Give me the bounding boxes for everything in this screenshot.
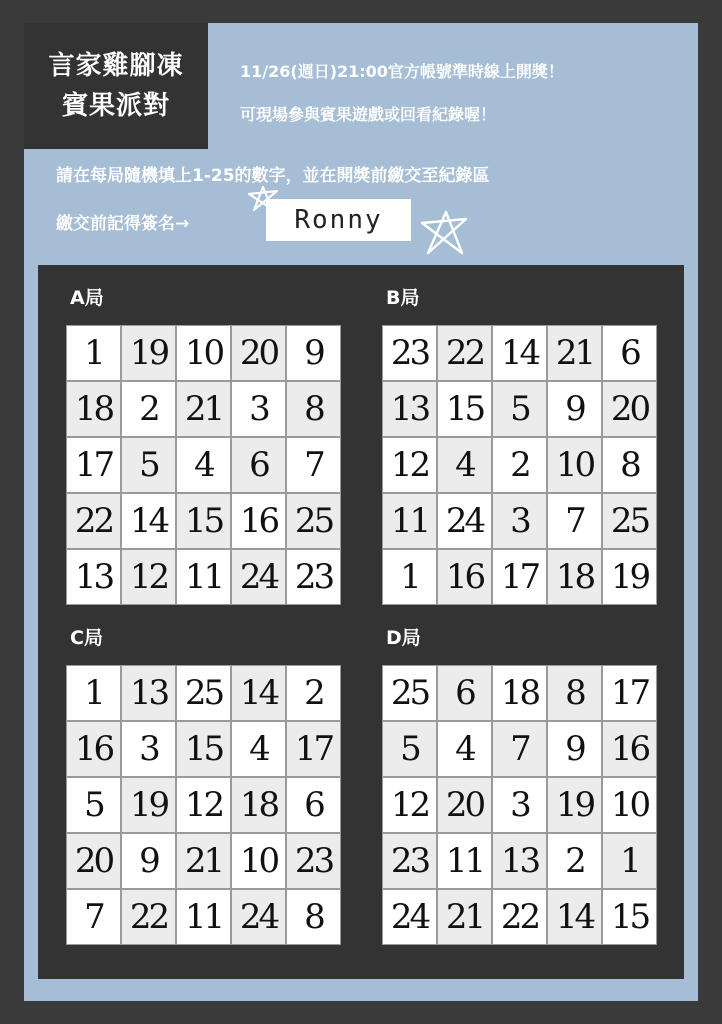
bingo-cell: 14	[231, 665, 286, 721]
bingo-cell: 24	[382, 889, 437, 945]
bingo-cell: 8	[286, 889, 341, 945]
bingo-cell: 8	[547, 665, 602, 721]
bingo-cell: 13	[492, 833, 547, 889]
bingo-cell: 6	[231, 437, 286, 493]
bingo-cell: 16	[66, 721, 121, 777]
bingo-cell: 17	[66, 437, 121, 493]
bingo-cell: 8	[602, 437, 657, 493]
bingo-cell: 3	[121, 721, 176, 777]
bingo-cell: 25	[286, 493, 341, 549]
bingo-cell: 18	[492, 665, 547, 721]
bingo-cell: 25	[176, 665, 231, 721]
bingo-cell: 7	[286, 437, 341, 493]
bingo-cell: 1	[66, 665, 121, 721]
bingo-cell: 22	[437, 325, 492, 381]
round-d-label: D局	[386, 627, 421, 649]
announcement-line-1: 11/26(週日)21:00官方帳號準時線上開獎！	[240, 62, 564, 81]
bingo-cell: 11	[437, 833, 492, 889]
title-line-1: 言家雞腳凍	[48, 51, 184, 81]
bingo-cell: 4	[437, 437, 492, 493]
bingo-cell: 4	[176, 437, 231, 493]
hand-drawn-star-icon	[418, 209, 470, 259]
bingo-cell: 6	[437, 665, 492, 721]
bingo-cell: 7	[492, 721, 547, 777]
bingo-cell: 4	[231, 721, 286, 777]
bingo-cell: 12	[382, 777, 437, 833]
bingo-cell: 14	[492, 325, 547, 381]
bingo-cell: 21	[437, 889, 492, 945]
bingo-cell: 1	[382, 549, 437, 605]
bingo-cell: 23	[286, 833, 341, 889]
bingo-cell: 12	[121, 549, 176, 605]
bingo-cell: 5	[66, 777, 121, 833]
bingo-cell: 11	[176, 549, 231, 605]
bingo-cell: 10	[547, 437, 602, 493]
bingo-cell: 17	[492, 549, 547, 605]
bingo-grid-a	[66, 325, 341, 605]
bingo-cell: 21	[176, 381, 231, 437]
bingo-cell: 23	[382, 325, 437, 381]
bingo-cell: 12	[382, 437, 437, 493]
bingo-cell: 10	[602, 777, 657, 833]
announcement-line-2: 可現場參與賓果遊戲或回看紀錄喔！	[240, 105, 497, 124]
bingo-cell: 21	[176, 833, 231, 889]
bingo-cell: 16	[437, 549, 492, 605]
bingo-cell: 15	[437, 381, 492, 437]
bingo-cell: 14	[121, 493, 176, 549]
sign-prompt: 繳交前記得簽名→	[56, 214, 190, 234]
bingo-cell: 20	[231, 325, 286, 381]
bingo-cell: 2	[547, 833, 602, 889]
bingo-cell: 19	[547, 777, 602, 833]
bingo-cell: 9	[121, 833, 176, 889]
round-b-label: B局	[386, 287, 420, 309]
bingo-cell: 22	[492, 889, 547, 945]
bingo-cell: 13	[66, 549, 121, 605]
bingo-cell: 5	[492, 381, 547, 437]
bingo-cell: 23	[286, 549, 341, 605]
bingo-cell: 13	[121, 665, 176, 721]
bingo-cell: 2	[286, 665, 341, 721]
bingo-cell: 19	[121, 325, 176, 381]
bingo-cell: 2	[121, 381, 176, 437]
bingo-cell: 24	[231, 889, 286, 945]
signature-text: Ronny	[294, 205, 383, 235]
bingo-cell: 9	[547, 721, 602, 777]
round-c-label: C局	[70, 627, 103, 649]
bingo-cell: 18	[66, 381, 121, 437]
bingo-cell: 7	[547, 493, 602, 549]
bingo-cell: 24	[437, 493, 492, 549]
instruction-line: 請在每局隨機填上1-25的數字，並在開獎前繳交至紀錄區	[56, 166, 490, 186]
bingo-cell: 24	[231, 549, 286, 605]
bingo-grid-b	[382, 325, 657, 605]
bingo-cell: 11	[176, 889, 231, 945]
bingo-cell: 18	[547, 549, 602, 605]
bingo-cell: 3	[492, 777, 547, 833]
bingo-cell: 5	[121, 437, 176, 493]
bingo-cell: 18	[231, 777, 286, 833]
bingo-cell: 16	[602, 721, 657, 777]
bingo-grid-d	[382, 665, 657, 945]
title-block	[24, 23, 208, 149]
bingo-cell: 11	[382, 493, 437, 549]
bingo-cell: 9	[286, 325, 341, 381]
bingo-cell: 15	[176, 721, 231, 777]
bingo-cell: 3	[231, 381, 286, 437]
bingo-cell: 19	[602, 549, 657, 605]
bingo-cell: 7	[66, 889, 121, 945]
bingo-cell: 2	[492, 437, 547, 493]
bingo-cell: 20	[437, 777, 492, 833]
bingo-cell: 6	[286, 777, 341, 833]
bingo-panel	[38, 265, 684, 979]
bingo-cell: 13	[382, 381, 437, 437]
bingo-cell: 6	[602, 325, 657, 381]
bingo-cell: 21	[547, 325, 602, 381]
bingo-cell: 20	[602, 381, 657, 437]
bingo-cell: 20	[66, 833, 121, 889]
bingo-cell: 9	[547, 381, 602, 437]
bingo-cell: 3	[492, 493, 547, 549]
round-a-label: A局	[70, 287, 104, 309]
bingo-cell: 22	[66, 493, 121, 549]
bingo-cell: 25	[602, 493, 657, 549]
bingo-cell: 15	[176, 493, 231, 549]
sheet-background	[24, 23, 698, 1001]
bingo-cell: 14	[547, 889, 602, 945]
bingo-cell: 16	[231, 493, 286, 549]
bingo-cell: 23	[382, 833, 437, 889]
bingo-cell: 5	[382, 721, 437, 777]
bingo-cell: 15	[602, 889, 657, 945]
bingo-cell: 4	[437, 721, 492, 777]
bingo-cell: 25	[382, 665, 437, 721]
bingo-grid-c	[66, 665, 341, 945]
signature-box[interactable]	[266, 199, 411, 241]
bingo-cell: 10	[176, 325, 231, 381]
bingo-cell: 1	[602, 833, 657, 889]
bingo-cell: 12	[176, 777, 231, 833]
bingo-cell: 10	[231, 833, 286, 889]
bingo-cell: 1	[66, 325, 121, 381]
bingo-cell: 17	[602, 665, 657, 721]
title-line-2: 賓果派對	[61, 91, 170, 121]
bingo-cell: 8	[286, 381, 341, 437]
bingo-cell: 17	[286, 721, 341, 777]
bingo-cell: 19	[121, 777, 176, 833]
bingo-cell: 22	[121, 889, 176, 945]
